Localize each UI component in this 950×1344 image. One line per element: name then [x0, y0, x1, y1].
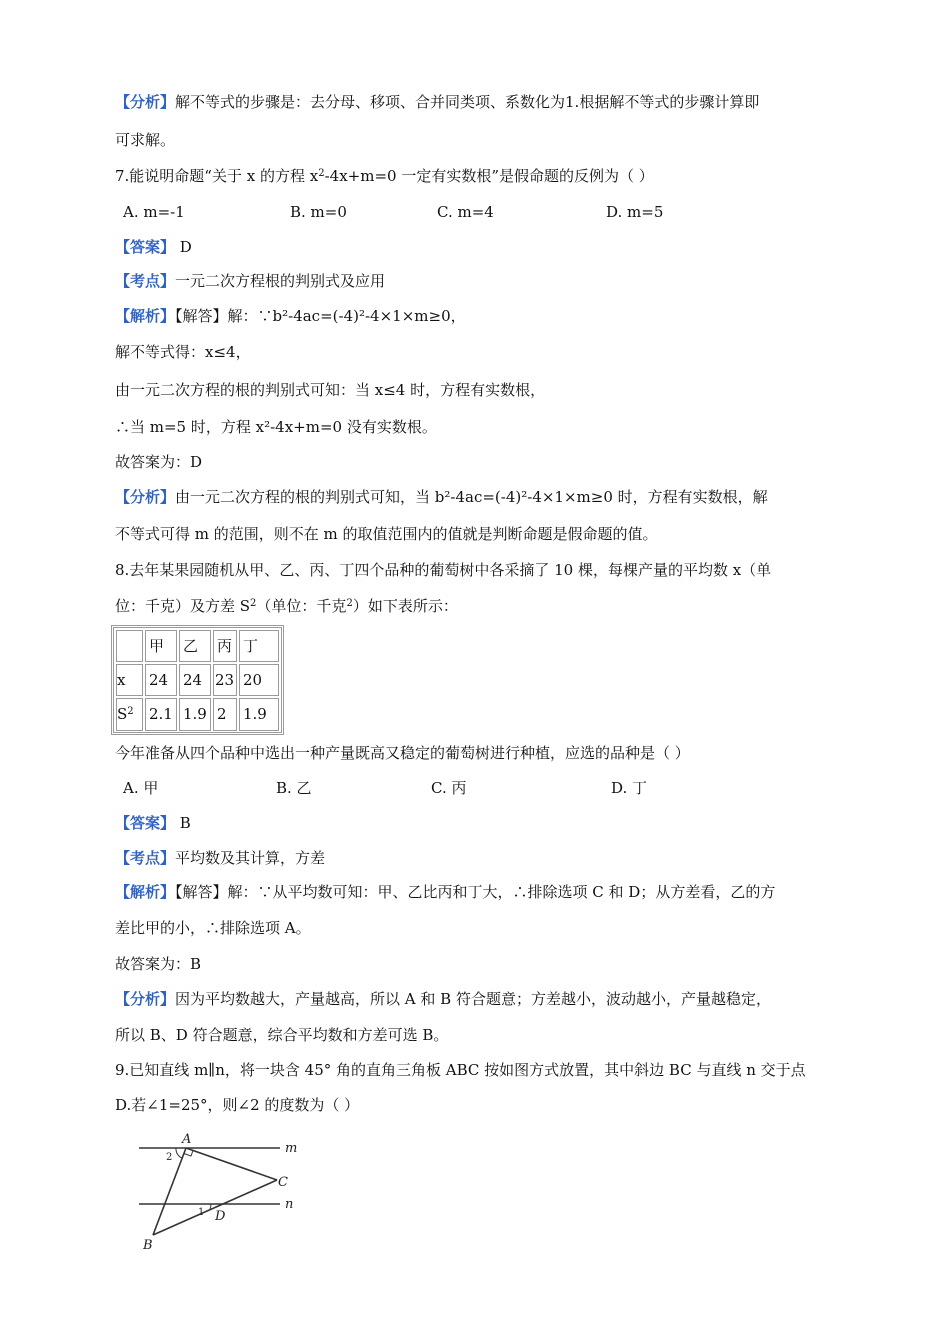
q8-jiexi-line2: 差比甲的小，∴排除选项 A。 — [115, 919, 311, 937]
q7-fenxi-line1 — [115, 487, 768, 507]
table-cell: 23 — [213, 664, 237, 696]
q8-kaodian — [115, 848, 325, 868]
q7-option-d: D. m=5 — [606, 203, 664, 221]
kaodian-text: 一元二次方程根的判别式及应用 — [175, 272, 386, 290]
q8-stem-line1: 8.去年某果园随机从甲、乙、丙、丁四个品种的葡萄树中各采摘了 10 棵，每棵产量的平均数 x（单 — [115, 561, 772, 579]
q8-stem-part1: 位：千克）及方差 S — [115, 597, 251, 615]
q7-answer — [115, 237, 192, 257]
q7-option-c: C. m=4 — [437, 203, 494, 221]
fenxi-tag: 【分析】 — [115, 488, 176, 506]
q7-result: 故答案为：D — [115, 453, 203, 471]
q7-jiexi-line3: 由一元二次方程的根的判别式可知：当 x≤4 时，方程有实数根， — [115, 381, 546, 399]
label-angle-1: 1 — [198, 1207, 205, 1218]
answer-value: D — [175, 238, 192, 256]
q8-option-b: B. 乙 — [276, 779, 312, 797]
table-cell: 2.1 — [145, 698, 177, 731]
q7-option-b: B. m=0 — [290, 203, 347, 221]
label-a: A — [182, 1132, 192, 1147]
q7-jiexi-line2: 解不等式得：x≤4， — [115, 343, 251, 361]
q8-stem-line2 — [115, 596, 458, 616]
jiexi-tag: 【解析】 — [115, 883, 176, 901]
q7-stem — [115, 166, 654, 186]
kaodian-tag: 【考点】 — [115, 849, 176, 867]
answer-value: B — [175, 814, 191, 832]
q7-kaodian — [115, 271, 385, 291]
answer-tag: 【答案】 — [115, 238, 176, 256]
table-header-jia: 甲 — [145, 630, 177, 662]
s-label-sup: 2 — [127, 706, 134, 717]
label-n: n — [285, 1197, 294, 1212]
q7-fenxi-line2: 不等式可得 m 的范围，则不在 m 的取值范围内的值就是判断命题是假命题的值。 — [115, 525, 658, 543]
q9-stem-line1: 9.已知直线 m∥n，将一块含 45° 角的直角三角板 ABC 按如图方式放置，其中斜边 BC 与直线 n 交于点 — [115, 1061, 806, 1079]
q8-stem-sup2: 2 — [346, 598, 353, 609]
q8-option-a: A. 甲 — [123, 779, 159, 797]
q8-stem-part3: ）如下表所示： — [352, 597, 458, 615]
prev-analysis-line2: 可求解。 — [115, 131, 176, 149]
q8-fenxi-line2: 所以 B、D 符合题意，综合平均数和方差可选 B。 — [115, 1026, 449, 1044]
table-cell: 2 — [213, 698, 237, 731]
q9-stem-line2: D.若∠1=25°，则∠2 的度数为（ ） — [115, 1096, 360, 1114]
q7-jiexi-line1 — [115, 306, 466, 326]
table-row-x-label: x — [116, 664, 143, 696]
table-cell: 24 — [179, 664, 211, 696]
side-bc — [153, 1180, 277, 1235]
analysis-text: 解不等式的步骤是：去分母、移项、合并同类项、系数化为1.根据解不等式的步骤计算即 — [175, 93, 760, 111]
jiexi-text: 【解答】解：∵从平均数可知：甲、乙比丙和丁大，∴排除选项 C 和 D；从方差看，乙的方 — [175, 883, 776, 901]
answer-tag: 【答案】 — [115, 814, 176, 832]
fenxi-text: 因为平均数越大，产量越高，所以 A 和 B 符合题意；方差越小，波动越小，产量越稳定， — [175, 990, 771, 1008]
kaodian-text: 平均数及其计算，方差 — [175, 849, 326, 867]
kaodian-tag: 【考点】 — [115, 272, 176, 290]
q7-stem-part2: -4x+m=0 一定有实数根”是假命题的反例为（ ） — [324, 167, 654, 185]
table-header-empty — [116, 630, 143, 662]
q7-stem-part1: 7.能说明命题“关于 x 的方程 x — [115, 167, 319, 185]
table-cell: 1.9 — [239, 698, 279, 731]
data-table — [111, 625, 284, 735]
q8-answer — [115, 813, 191, 833]
table-header-bing: 丙 — [213, 630, 237, 662]
q8-stem-sup1: 2 — [250, 598, 257, 609]
triangle-figure — [135, 1128, 310, 1253]
jiexi-tag: 【解析】 — [115, 307, 176, 325]
table-cell: 24 — [145, 664, 177, 696]
q8-option-c: C. 丙 — [431, 779, 467, 797]
q8-question: 今年准备从四个品种中选出一种产量既高又稳定的葡萄树进行种植，应选的品种是（ ） — [115, 744, 690, 762]
q7-stem-sup: 2 — [318, 168, 325, 179]
angle-2-arc — [176, 1148, 182, 1158]
q7-jiexi-line4: ∴当 m=5 时，方程 x²-4x+m=0 没有实数根。 — [115, 418, 437, 436]
q7-option-a: A. m=-1 — [123, 203, 185, 221]
label-b: B — [143, 1238, 153, 1253]
q8-stem-part2: （单位：千克 — [256, 597, 347, 615]
q8-jiexi-line1 — [115, 882, 775, 902]
jiexi-text: 【解答】解：∵b²-4ac=(-4)²-4×1×m≥0， — [175, 307, 466, 325]
q8-option-d: D. 丁 — [611, 779, 648, 797]
fenxi-tag: 【分析】 — [115, 990, 176, 1008]
q8-result: 故答案为：B — [115, 955, 202, 973]
q8-fenxi-line1 — [115, 989, 771, 1009]
table-cell: 1.9 — [179, 698, 211, 731]
label-d: D — [215, 1209, 226, 1224]
side-ac — [186, 1148, 277, 1180]
prev-analysis-line1 — [115, 92, 759, 112]
table-header-ding: 丁 — [239, 630, 279, 662]
table-header-yi: 乙 — [179, 630, 211, 662]
analysis-tag: 【分析】 — [115, 93, 176, 111]
label-m: m — [285, 1141, 298, 1156]
label-angle-2: 2 — [166, 1152, 173, 1163]
label-c: C — [278, 1175, 288, 1190]
s-label: S — [117, 705, 128, 723]
fenxi-text: 由一元二次方程的根的判别式可知，当 b²-4ac=(-4)²-4×1×m≥0 时，方程有实数根，解 — [175, 488, 768, 506]
table-row-s-label — [116, 698, 143, 731]
table-cell: 20 — [239, 664, 279, 696]
